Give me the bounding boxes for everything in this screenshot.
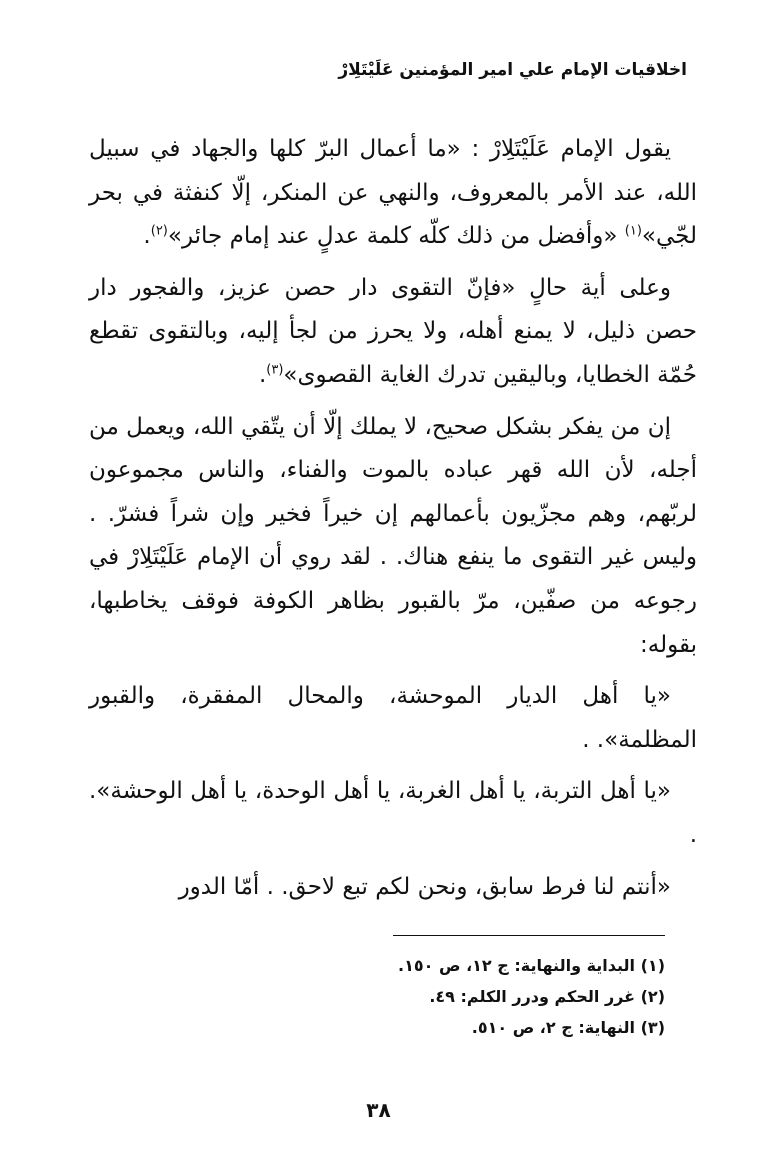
paragraph-3: إن من يفكر بشكل صحيح، لا يملك إلّا أن يتّقي الله، ويعمل من أجله، لأن الله قهر عباده بالموت والفناء، والناس مجموعون لربّهم، وهم مجزّيون بأعمالهم إن خيراً فخير وإن شراً فشرّ. . وليس غير التقوى ما ينفع هناك. . لقد روي أن الإمام عَلَيْتَلِارْ في رجوعه من صفّين، مرّ بالقبور بظاهر الكوفة فوقف يخاطبها، بقوله:	[89, 413, 697, 658]
paragraph-2	[89, 267, 697, 398]
paragraph-1-text: يقول الإمام عَلَيْتَلِارْ : «ما أعمال البرّ كلها والجهاد في سبيل الله، عند الأمر بالمعروف، والنهي عن المنكر، إلّا كنفثة في بحر لجّي»	[89, 136, 697, 250]
footnote-3: (٣) النهاية: ج ٢، ص ٥١٠.	[471, 1018, 665, 1037]
paragraph-4: «يا أهل الديار الموحشة، والمحال المفقرة، والقبور المظلمة». .	[89, 683, 697, 753]
footnote-ref-2: (٢)	[150, 223, 168, 239]
running-header: اخلاقيات الإمام علي امير المؤمنين عَلَيْتَلِارْ	[338, 60, 687, 80]
paragraph-1-end: .	[143, 223, 151, 250]
footnotes	[105, 950, 665, 1043]
footnote-1: (١) البداية والنهاية: ج ١٢، ص ١٥٠.	[398, 956, 665, 975]
footnote-ref-1: (١)	[624, 223, 642, 239]
footnote-2: (٢) غرر الحكم ودرر الكلم: ٤٩.	[429, 987, 665, 1006]
paragraph-1-mid: «وأفضل من ذلك كلّه كلمة عدلٍ عند إمام جائر»	[167, 223, 625, 250]
paragraph-2-end: .	[258, 361, 267, 388]
footnote-ref-3: (٣)	[266, 362, 284, 378]
footnote-divider	[393, 935, 665, 936]
paragraph-1	[89, 128, 697, 259]
body-text	[89, 128, 697, 917]
page-number: ٣٨	[366, 1098, 391, 1122]
paragraph-6: «أنتم لنا فرط سابق، ونحن لكم تبع لاحق. . أمّا الدور	[178, 873, 671, 900]
paragraph-2-text: وعلى أية حالٍ «فإنّ التقوى دار حصن عزيز، والفجور دار حصن ذليل، لا يمنع أهله، ولا يحرز من لجأ إليه، وبالتقوى تقطع حُمّة الخطايا، وباليقين تدرك الغاية القصوى»	[89, 274, 697, 388]
paragraph-5: «يا أهل التربة، يا أهل الغربة، يا أهل الوحدة، يا أهل الوحشة». .	[89, 778, 697, 848]
